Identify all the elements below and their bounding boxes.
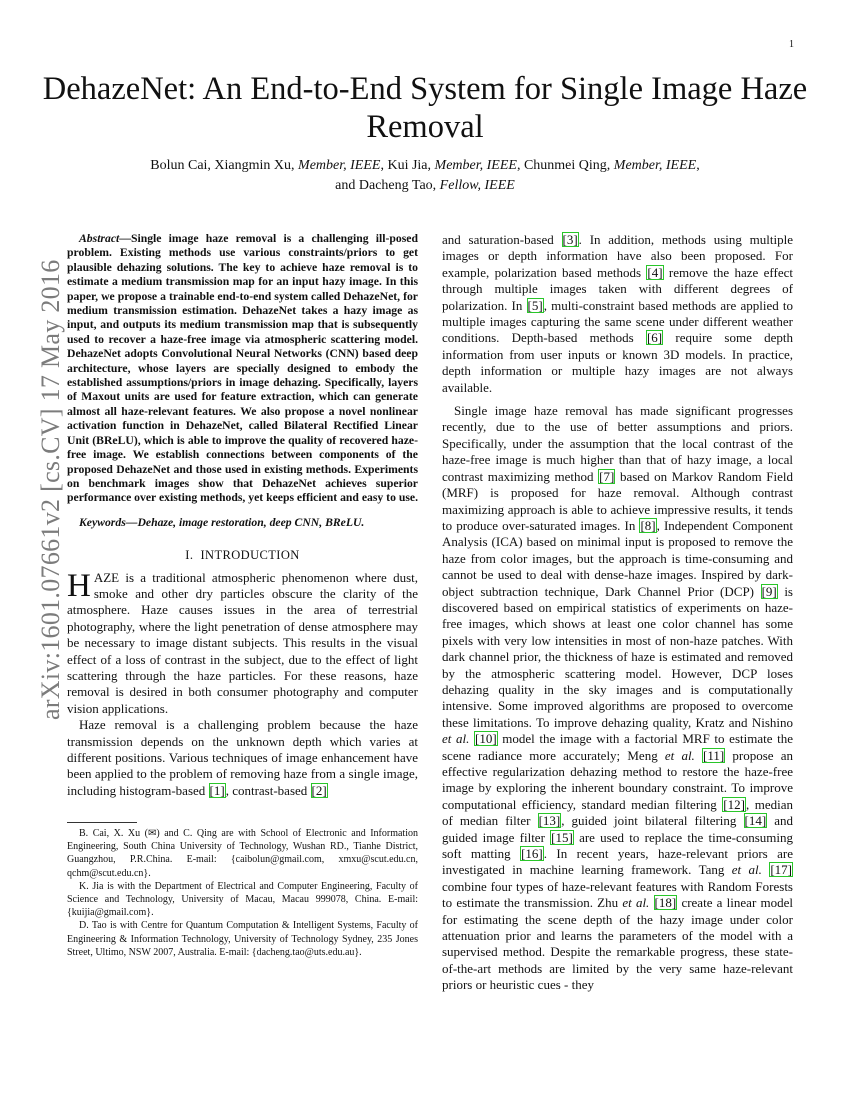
section-heading-introduction — [67, 547, 418, 563]
keywords-text: —Dehaze, image restoration, deep CNN, BReLU. — [125, 515, 365, 529]
paragraph-text: and guided image filter — [442, 813, 794, 845]
author-list — [60, 156, 790, 196]
right-paragraph-1 — [442, 232, 793, 396]
citation-link[interactable]: [16] — [521, 846, 543, 862]
author-name-text: , Kui Jia, — [380, 158, 435, 173]
citation-link[interactable]: [18] — [654, 895, 677, 911]
right-paragraph-2 — [442, 403, 793, 994]
citation-link[interactable]: [1] — [209, 782, 225, 798]
et-al-text: et al. — [731, 862, 762, 878]
paragraph-text: , median of median filter — [442, 796, 794, 829]
membership-designation: Member, IEEE — [613, 158, 697, 173]
paragraph-text — [649, 895, 653, 910]
paragraph-text: , guided joint bilateral filtering — [561, 813, 744, 829]
citation-link[interactable]: [14] — [744, 813, 767, 829]
paragraph-text: , multi-constraint based methods are applied to multiple images capturing the same scene under different weather conditions. Depth-based methods — [442, 297, 794, 346]
paragraph-text: based on Markov Random Field (MRF) is proposed for haze removal. Although contrast maximizing approach is able to achieve impressive results, it tends to produce over-saturated images. In — [442, 468, 793, 533]
intro-paragraph-1 — [67, 567, 418, 718]
membership-designation: Member, IEEE — [434, 158, 517, 173]
paragraph-text: . In recent years, haze-relevant priors are investigated in machine learning framework. Tang — [442, 846, 794, 878]
paragraph-text: create a linear model for estimating the scene depth of the hazy image under color attenuation prior and learns the parameters of the model with a supervised method. Despite the remarkable progress, these state-of-the-art methods are limited by the very same haze-relevant priors or heuristic cues - they — [442, 895, 793, 993]
et-al-text: et al. — [442, 731, 470, 747]
section-title-initial: I — [200, 548, 206, 563]
paper-title: DehazeNet: An End-to-End System for Single Image Haze Removal — [42, 71, 808, 145]
drop-cap: H — [67, 567, 91, 604]
footnote-affiliation-1: B. Cai, X. Xu (✉) and C. Qing are with School of Electronic and Information Engineering, South China University of Technology, Wushan RD., Tianhe District, Guangzhou, P.R.China. E-mail: {caibolun@gmail.com, xmxu@scut.edu.cn, qchm@scut.edu.cn}. — [67, 828, 418, 879]
citation-link[interactable]: [8] — [640, 517, 656, 533]
right-column — [442, 232, 793, 1001]
author-name-text: Bolun Cai, Xiangmin Xu, — [150, 158, 299, 173]
paragraph-text: combine four types of haze-relevant features with Random Forests to estimate the transmission. Zhu — [442, 878, 793, 911]
intro-paragraph-1-text: AZE is a traditional atmospheric phenomenon where dust, smoke and other dry particles obscure the clarity of the atmosphere. Haze causes issues in the area of terrestrial photography, where the light penetration of dense atmosphere may be necessary to image distant subjects. This results in the visual effect of a loss of contrast in the subject, due to the effect of light scattering through the haze particles. For these reasons, haze removal is desired in both consumer photography and computer vision applications. — [67, 569, 418, 716]
citation-link[interactable]: [15] — [551, 829, 573, 845]
citation-link[interactable]: [17] — [770, 862, 792, 878]
citation-link[interactable]: [7] — [599, 468, 615, 484]
footnote-affiliation-2: K. Jia is with the Department of Electrical and Computer Engineering, Faculty of Science and Technology, University of Macau, Macau 999078, China. E-mail: {kuijia@gmail.com}. — [67, 880, 418, 919]
paragraph-text: require some depth information from user inputs or known 3D models. In practice, depth information or multiple hazy images are not always available. — [442, 330, 794, 395]
paragraph-text: propose an effective regularization dehazing method to restore the haze-free image by exploring the inherent boundary constraint. To improve computational efficiency, standard median filtering — [442, 747, 793, 812]
intro-paragraph-2-text: Haze removal is a challenging problem because the haze transmission depends on the unknown depth which varies at different positions. Various techniques of image enhancement have been applied to the problem of removing haze from a single image, including histogram-based — [67, 717, 418, 798]
section-number: I. — [185, 548, 194, 563]
citation-link[interactable]: [5] — [527, 297, 543, 313]
footnotes — [67, 822, 418, 959]
paragraph-text: are used to replace the time-consuming soft matting — [442, 829, 793, 862]
citation-link[interactable]: [3] — [562, 232, 578, 247]
paragraph-text: and saturation-based — [442, 232, 562, 247]
author-name-text: , Chunmei Qing, — [516, 158, 614, 173]
arxiv-identifier-stamp: arXiv:1601.07661v2 [cs.CV] 17 May 2016 — [36, 259, 65, 720]
membership-designation: Member, IEEE — [298, 158, 381, 173]
abstract-text: —Single image haze removal is a challenging ill-posed problem. Existing methods use various constraints/priors to get plausible dehazing solutions. The key to achieve haze removal is to estimate a medium transmission map for an input hazy image. In this paper, we propose a trainable end-to-end system called DehazeNet, for medium transmission estimation. DehazeNet takes a hazy image as input, and outputs its medium transmission map that is subsequently used to recover a haze-free image via atmospheric scattering model. DehazeNet adopts Convolutional Neural Networks (CNN) based deep architecture, whose layers are specially designed to embody the established assumptions/priors in image dehazing. Specifically, layers of Maxout units are used for feature extraction, which can generate almost all haze-relevant features. We also propose a novel nonlinear activation function in DehazeNet, called Bilateral Rectified Linear Unit (BReLU), which is able to improve the quality of recovered haze-free image. We establish connections between components of the proposed DehazeNet and those used in existing methods. Experiments on benchmark images show that DehazeNet achieves superior performance over existing methods, yet keeps efficient and easy to use. — [67, 232, 419, 505]
author-line-2-text — [335, 178, 515, 193]
citation-link[interactable]: [6] — [646, 330, 663, 346]
intro-paragraph-2 — [67, 717, 418, 799]
author-name-text: , — [696, 158, 700, 173]
paragraph-text: model the image with a factorial MRF to estimate the scene radiance more accurately; Meng — [442, 731, 793, 763]
abstract — [67, 232, 418, 506]
footnote-affiliation-3: D. Tao is with Centre for Quantum Computation & Intelligent Systems, Faculty of Engineering & Information Technology, University of Technology Sydney, 235 Jones Street, Ultimo, NSW 2007, Australia. E-mail: {dacheng.tao@uts.edu.au}. — [67, 920, 418, 958]
author-line-2 — [60, 176, 790, 196]
citation-link[interactable]: [2] — [311, 782, 327, 798]
page-number: 1 — [789, 39, 794, 50]
citation-link[interactable]: [11] — [703, 747, 725, 763]
author-line-1 — [60, 156, 790, 176]
footnote-divider — [67, 822, 137, 823]
section-title-rest: NTRODUCTION — [205, 548, 300, 563]
citation-link[interactable]: [12] — [723, 796, 745, 812]
paragraph-text: . In addition, methods using multiple images or depth information have also been proposed. For example, polarization based methods — [442, 232, 793, 280]
et-al-text: et al. — [622, 895, 650, 911]
paragraph-text: is discovered based on empirical statistics of experiments on haze-free images, which shows at least one color channel has some pixels with very low intensities in most of non-haze patches. With dark channel prior, the thickness of haze is estimated and removed by the atmospheric scattering model. However, DCP loses dehazing quality in the sky images and is computationally intensive. Some improved algorithms are proposed to overcome these limitations. To improve dehazing quality, Kratz and Nishino — [442, 583, 793, 730]
author-name-text: and Dacheng Tao, — [335, 178, 440, 193]
intro-paragraph-2-mid: , contrast-based — [225, 782, 311, 798]
et-al-text: et al. — [664, 747, 695, 763]
paragraph-text: remove the haze effect through multiple images taken with different degrees of polarization. In — [442, 264, 793, 313]
keywords — [67, 516, 418, 530]
citation-link[interactable]: [9] — [761, 583, 777, 599]
paragraph-text: Single image haze removal has made significant progresses recently, due to the use of better assumptions and priors. Specifically, under the assumption that the local contrast of the haze-free image is much higher than that of hazy image, a local contrast maximizing method — [442, 403, 793, 484]
author-line-1-text — [150, 158, 699, 173]
paragraph-text — [695, 748, 702, 763]
left-column — [67, 232, 418, 799]
citation-link[interactable]: [13] — [538, 813, 561, 829]
membership-designation: Fellow, IEEE — [439, 178, 515, 193]
citation-link[interactable]: [10] — [475, 731, 497, 747]
abstract-label: Abstract — [79, 232, 120, 245]
keywords-label: Keywords — [79, 515, 126, 529]
paragraph-text: , Independent Component Analysis (ICA) based on minimal input is proposed to remove the haze from color images, but the approach is time-consuming and cannot be used to deal with dense-haze images. Inspired by dark-object subtraction technique, Dark Channel Prior (DCP) — [442, 517, 793, 599]
citation-link[interactable]: [4] — [647, 264, 663, 280]
